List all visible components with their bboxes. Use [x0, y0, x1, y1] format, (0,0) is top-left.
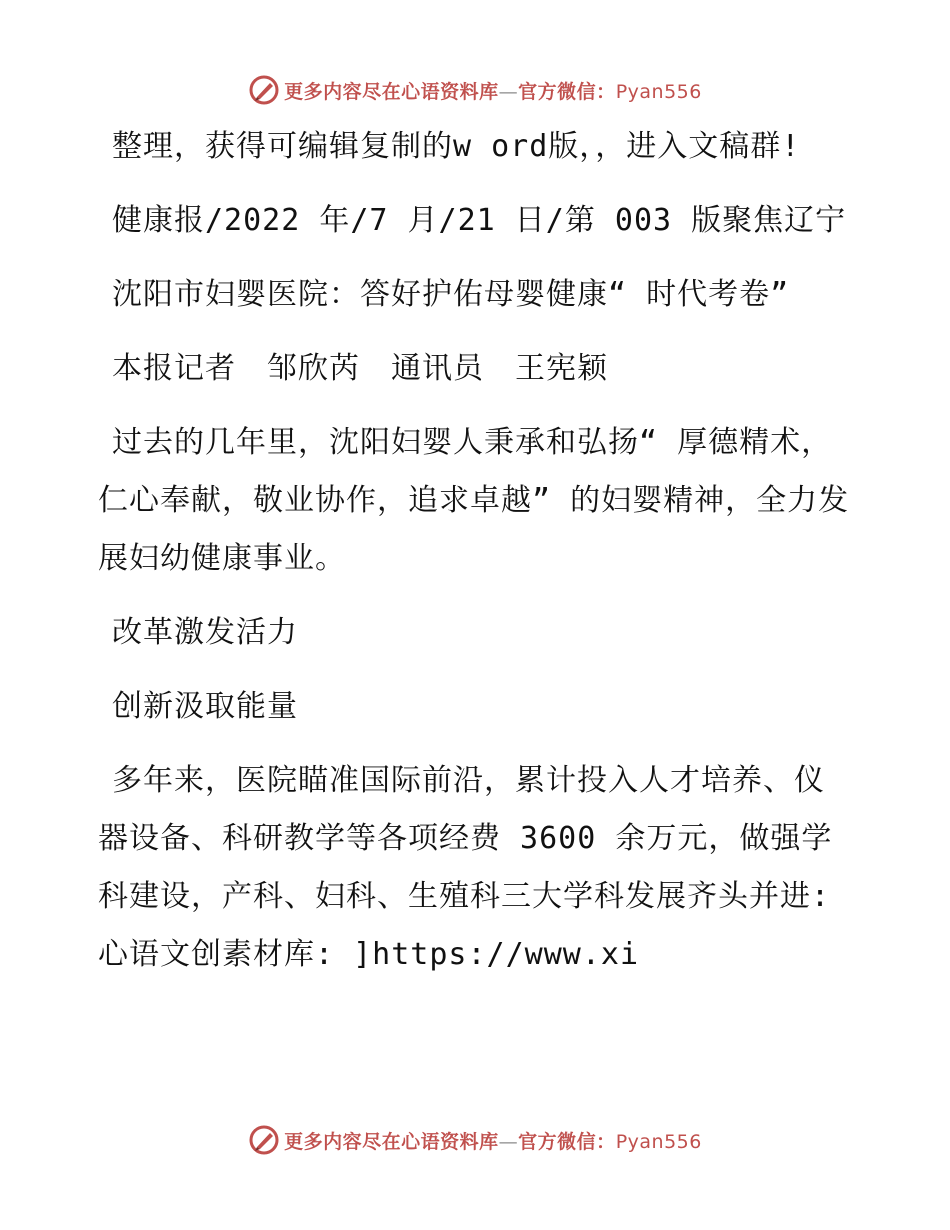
- banner-separator: —: [498, 1130, 519, 1153]
- document-body: [98, 118, 850, 1000]
- footer-banner: [0, 1120, 950, 1160]
- paragraph-source: 健康报/2022 年/7 月/21 日/第 003 版聚焦辽宁: [112, 203, 847, 238]
- pen-logo-icon: [248, 1124, 280, 1156]
- article-headline: 沈阳市妇婴医院：答好护佑母婴健康“ 时代考卷”: [112, 277, 790, 312]
- header-banner: [0, 70, 950, 110]
- banner-wechat-id: Pyan556: [615, 1130, 702, 1153]
- banner-title: [284, 1127, 702, 1154]
- banner-wechat-label: 官方微信：: [518, 80, 616, 103]
- paragraph-intro: 整理，获得可编辑复制的w ord版，，进入文稿群!: [112, 129, 801, 164]
- pen-logo-icon: [248, 74, 280, 106]
- banner-separator: —: [498, 80, 519, 103]
- banner-slogan: 更多内容尽在心语资料库: [284, 80, 499, 103]
- article-byline: 本报记者 邹欣芮 通讯员 王宪颖: [112, 351, 608, 386]
- paragraph-body: 多年来，医院瞄准国际前沿，累计投入人才培养、仪器设备、科研教学等各项经费 3600 余万元，做强学科建设，产科、妇科、生殖科三大学科发展齐头并进:心语文创素材库: ]https://www.xi: [98, 763, 833, 972]
- section-heading-innovation: 创新汲取能量: [112, 689, 298, 724]
- paragraph-lead: 过去的几年里，沈阳妇婴人秉承和弘扬“ 厚德精术，仁心奉献，敬业协作，追求卓越” 的妇婴精神，全力发展妇幼健康事业。: [98, 425, 850, 576]
- banner-title: [284, 77, 702, 104]
- banner-wechat-label: 官方微信：: [518, 1130, 616, 1153]
- section-heading-reform: 改革激发活力: [112, 615, 298, 650]
- banner-wechat-id: Pyan556: [615, 80, 702, 103]
- banner-slogan: 更多内容尽在心语资料库: [284, 1130, 499, 1153]
